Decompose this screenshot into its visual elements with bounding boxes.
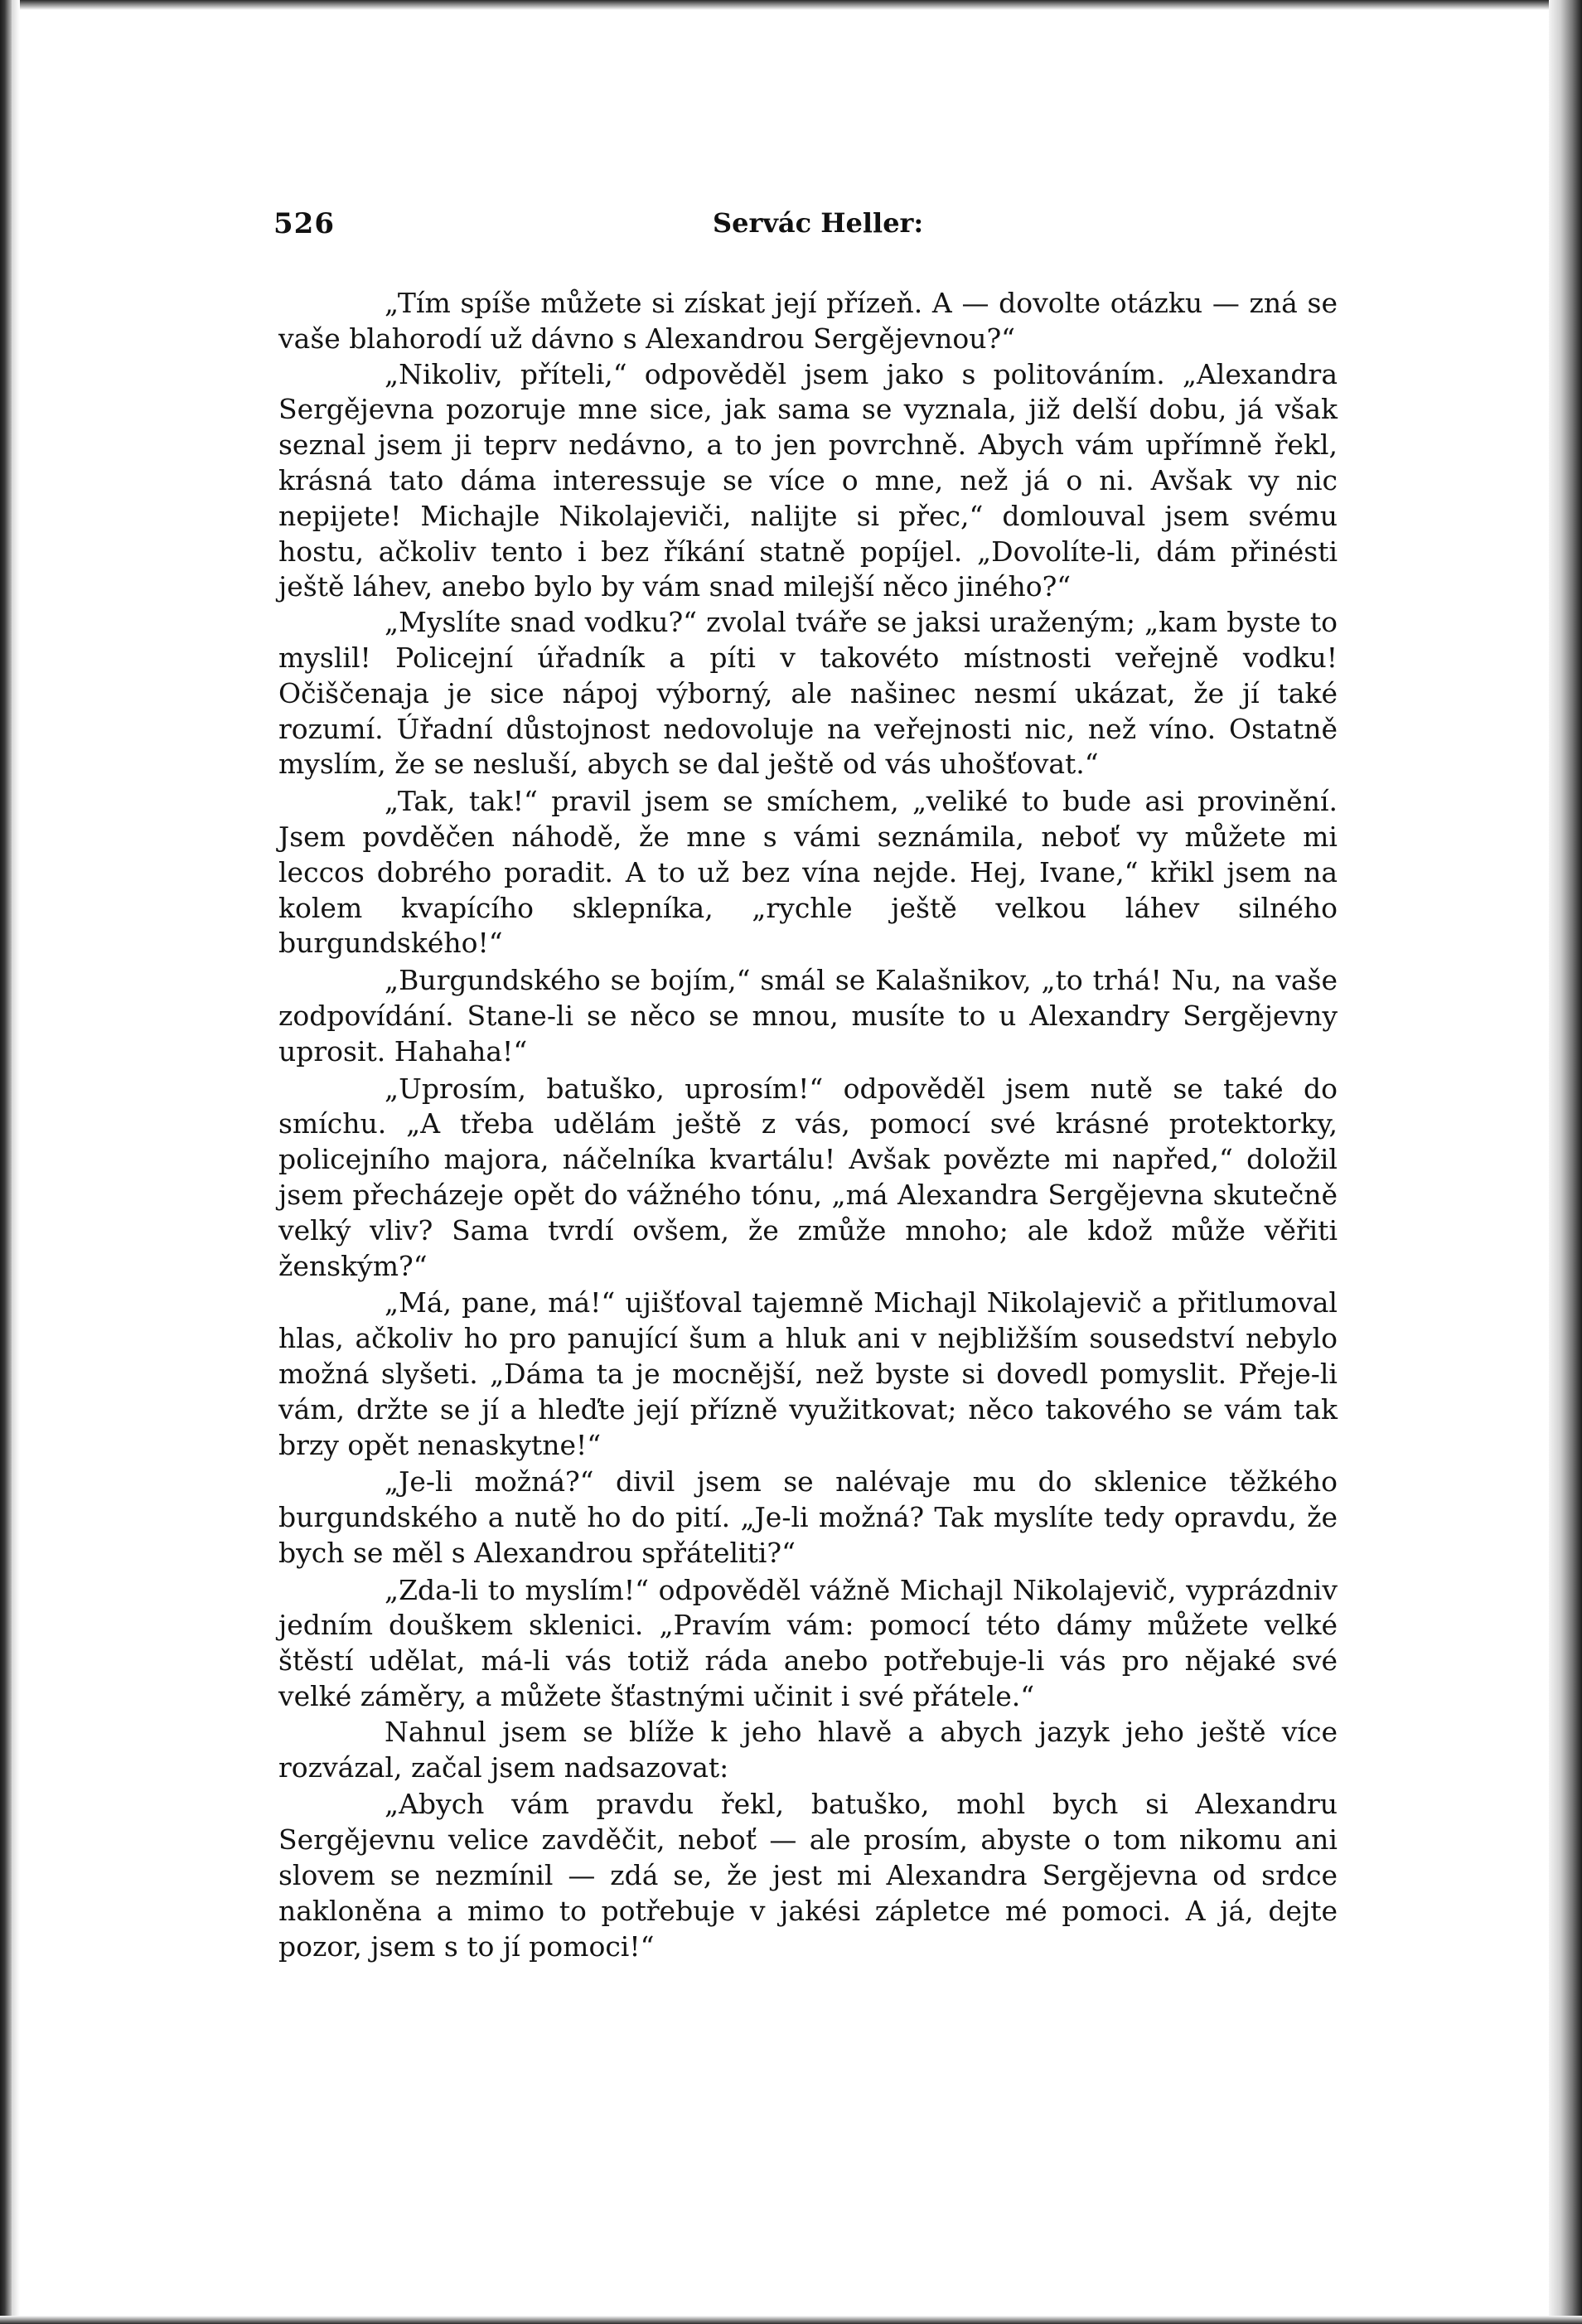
paragraph: „Burgundského se bojím,“ smál se Kalašnikov, „to trhá! Nu, na vaše zodpovídání. Stane-li se něco se mnou, musíte to u Alexandry Sergějevny uprosit. Hahaha!“ — [278, 964, 1338, 1068]
paragraph: „Zda-li to myslím!“ odpověděl vážně Michajl Nikolajevič, vyprázdniv jedním douškem sklenici. „Pravím vám: pomocí této dámy můžete velké štěstí udělat, má-li vás totiž ráda anebo potřebuje-li vás pro nějaké své velké záměry, a můžete šťastnými učinit i své přátele.“ — [278, 1573, 1338, 1713]
page-number: 526 — [273, 207, 335, 240]
paragraph: „Nikoliv, příteli,“ odpověděl jsem jako s politováním. „Alexandra Sergějevna pozoruje mne sice, jak sama se vyznala, již delší dobu, já však seznal jsem ji teprv nedávno, a to jen povrchně. Abych vám upřímně řekl, krásná tato dáma interessuje se více o mne, než já o ni. Avšak vy nic nepijete! Michajle Nikolajeviči, nalijte si přec,“ domlouval jsem svému hostu, ačkoliv tento i bez říkání statně popíjel. „Dovolíte-li, dám přinésti ještě láhev, anebo bylo by vám snad milejší něco jiného?“ — [278, 357, 1338, 603]
paragraph: „Tím spíše můžete si získat její přízeň. A — dovolte otázku — zná se vaše blahorodí už dávno s Alexandrou Sergějevnou?“ — [278, 287, 1338, 355]
text-body — [278, 286, 1338, 1964]
scan-border-top — [0, 0, 1582, 10]
page-header — [273, 207, 1343, 249]
running-title: Servác Heller: — [713, 207, 924, 239]
scan-border-right — [1549, 0, 1582, 2324]
paragraph: Nahnul jsem se blíže k jeho hlavě a abych jazyk jeho ještě více rozvázal, začal jsem nadsazovat: — [278, 1715, 1338, 1784]
paragraph: „Uprosím, batuško, uprosím!“ odpověděl jsem nutě se také do smíchu. „A třeba udělám ještě z vás, pomocí své krásné protektorky, policejního majora, náčelníka kvartálu! Avšak povězte mi napřed,“ doložil jsem přecházeje opět do vážného tónu, „má Alexandra Sergějevna skutečně velký vliv? Sama tvrdí ovšem, že zmůže mnoho; ale kdož může věřiti ženským?“ — [278, 1072, 1338, 1282]
scan-border-left — [0, 0, 12, 2324]
scan-border-left-fade — [12, 0, 20, 2324]
paragraph: „Je-li možná?“ divil jsem se nalévaje mu do sklenice těžkého burgundského a nutě ho do pití. „Je-li možná? Tak myslíte tedy opravdu, že bych se měl s Alexandrou spřáteliti?“ — [278, 1465, 1338, 1569]
paragraph: „Myslíte snad vodku?“ zvolal tváře se jaksi uraženým; „kam byste to myslil! Policejní úřadník a píti v takovéto místnosti veřejně vodku! Očiščenaja je sice nápoj výborný, ale našinec nesmí ukázat, že jí také rozumí. Úřadní důstojnost nedovoluje na veřejnosti nic, než víno. Ostatně myslím, že se nesluší, abych se dal ještě od vás uhošťovat.“ — [278, 606, 1338, 781]
scan-border-bottom — [0, 2316, 1582, 2324]
paragraph: „Abych vám pravdu řekl, batuško, mohl bych si Alexandru Sergějevnu velice zavděčit, neboť — ale prosím, abyste o tom nikomu ani slovem se nezmínil — zdá se, že jest mi Alexandra Sergějevna od srdce nakloněna a mimo to potřebuje v jakési zápletce mé pomoci. A já, dejte pozor, jsem s to jí pomoci!“ — [278, 1788, 1338, 1963]
paragraph: „Má, pane, má!“ ujišťoval tajemně Michajl Nikolajevič a přitlumoval hlas, ačkoliv ho pro panující šum a hluk ani v nejbližším sousedství nebylo možná slyšeti. „Dáma ta je mocnější, než byste si dovedl pomyslit. Přeje-li vám, držte se jí a hleďte její přízně využitkovat; něco takového se vám tak brzy opět nenaskytne!“ — [278, 1286, 1338, 1461]
paragraph: „Tak, tak!“ pravil jsem se smíchem, „veliké to bude asi provinění. Jsem povděčen náhodě, že mne s vámi seznámila, neboť vy můžete mi leccos dobrého poradit. A to už bez vína nejde. Hej, Ivane,“ křikl jsem na kolem kvapícího sklepníka, „rychle ještě velkou láhev silného burgundského!“ — [278, 785, 1338, 960]
